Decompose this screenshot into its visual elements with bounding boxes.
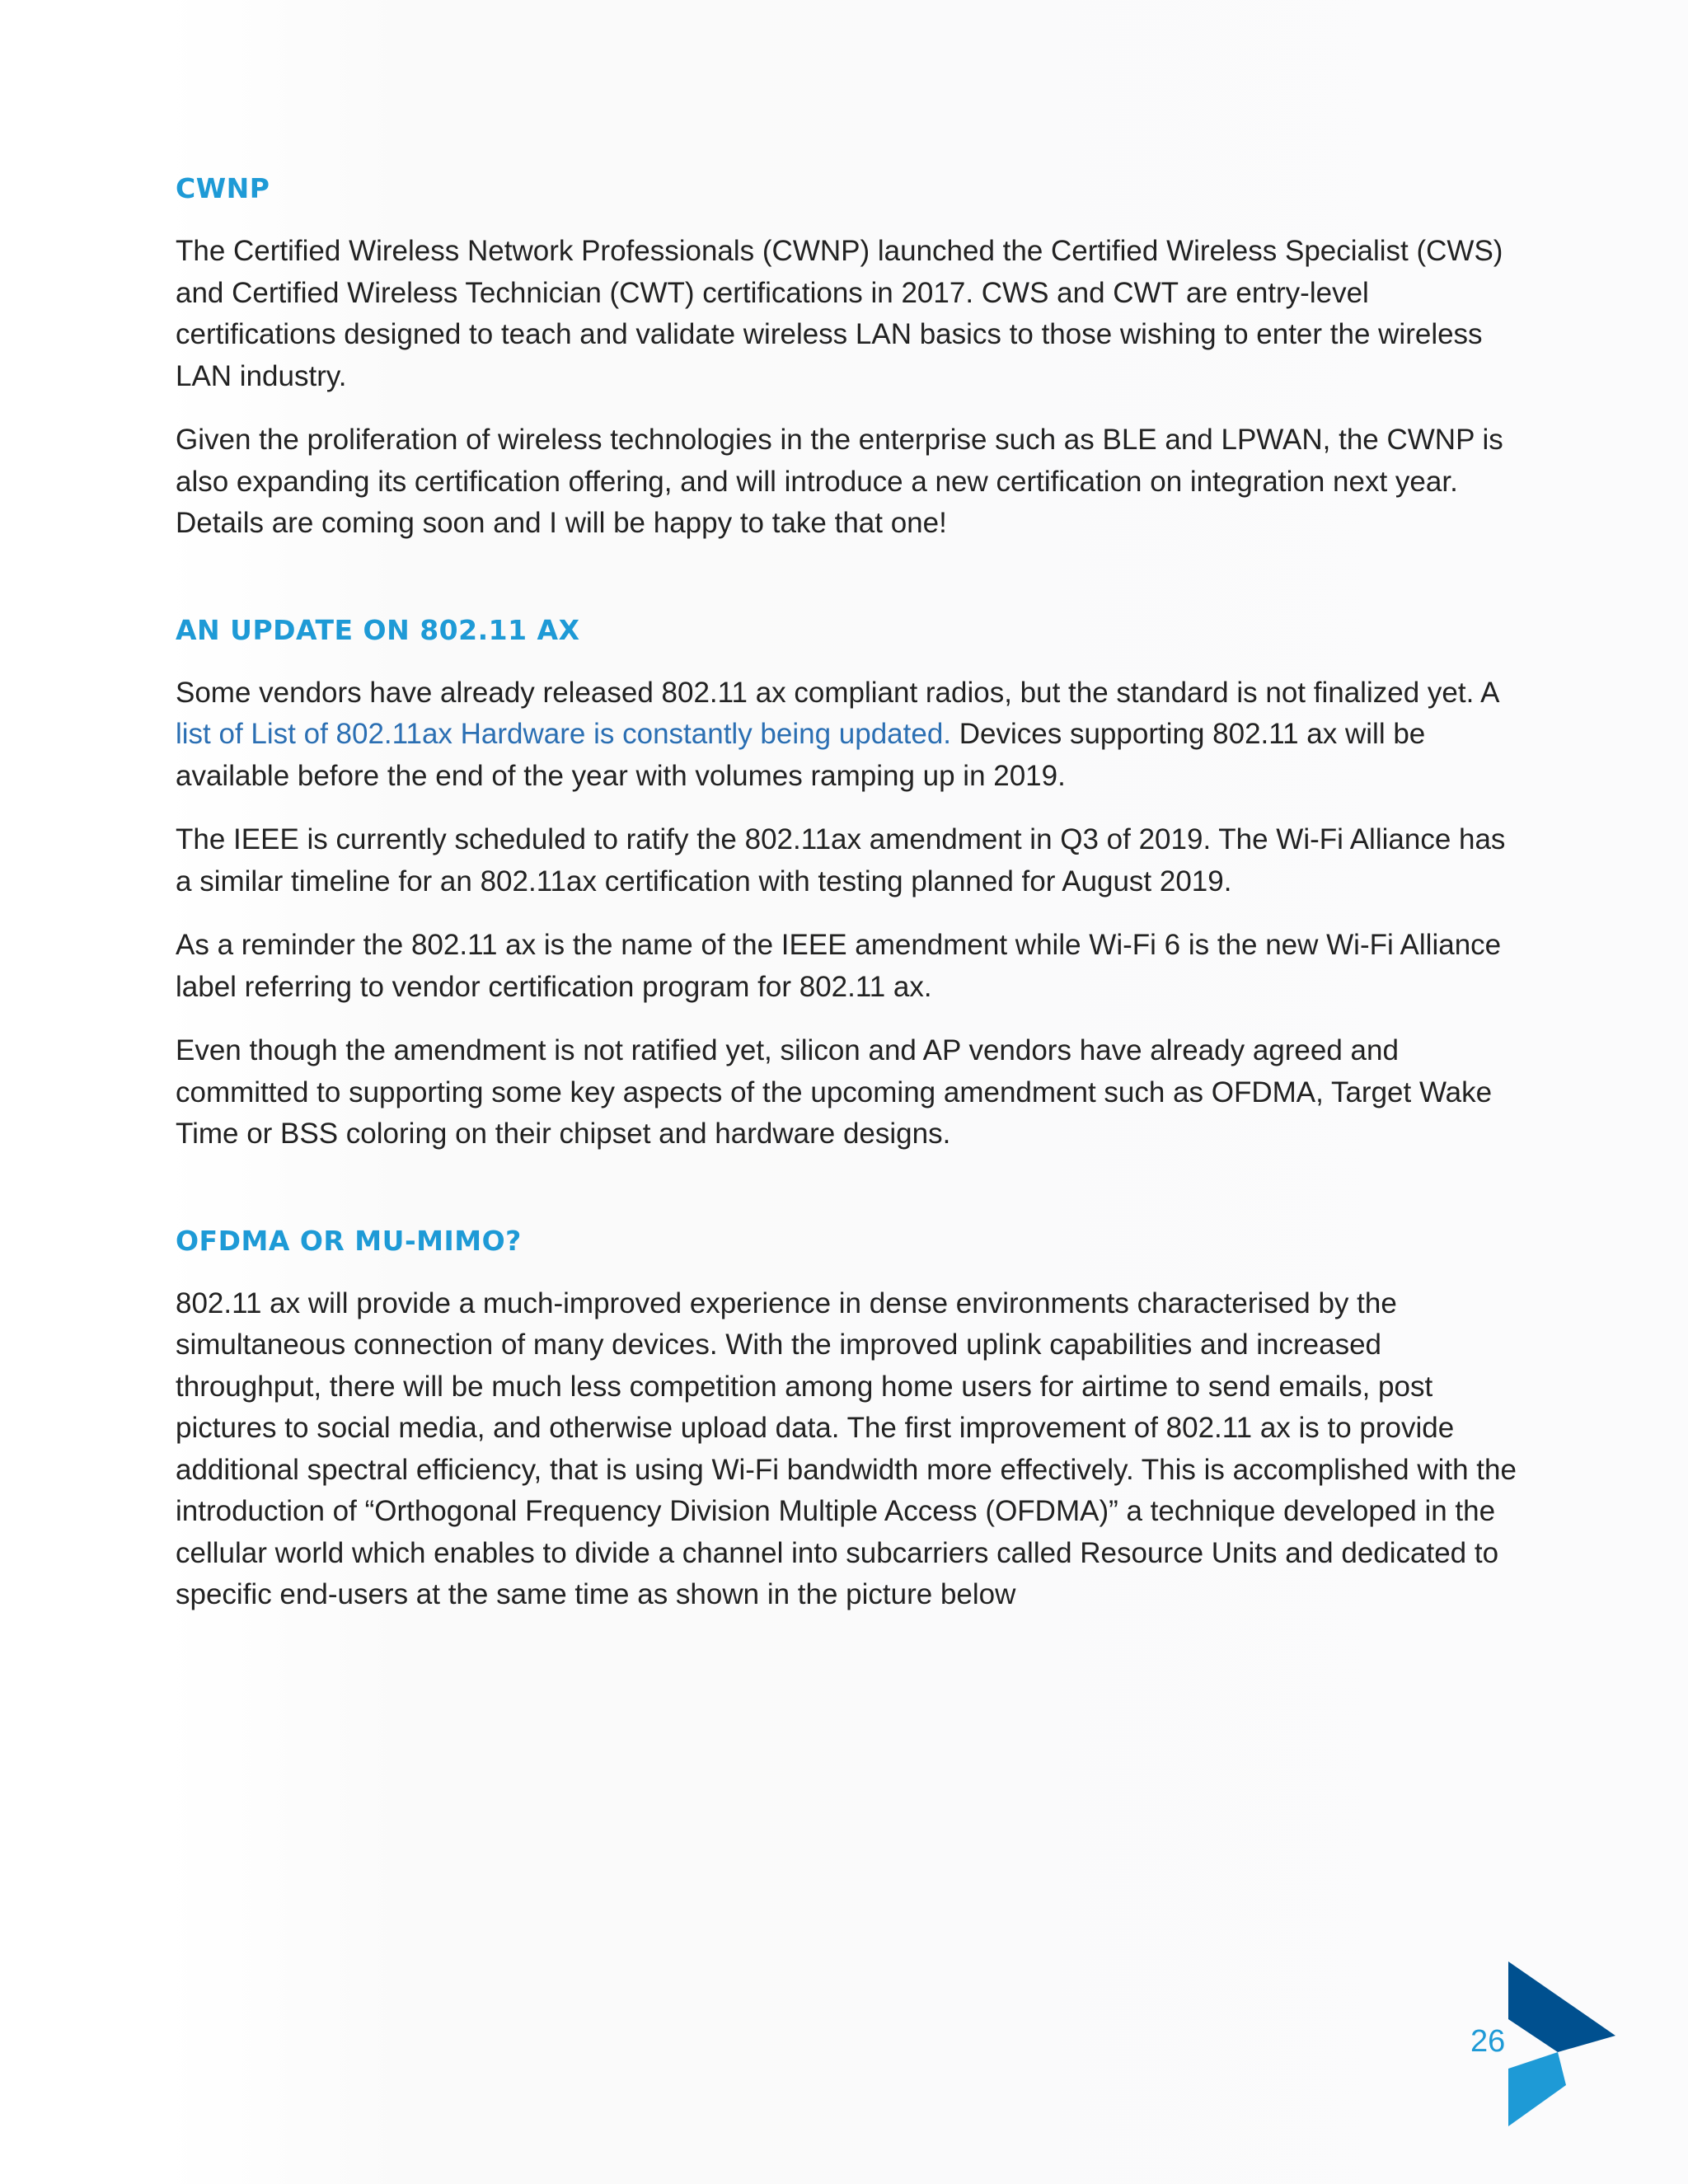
paragraph-with-link — [176, 673, 1527, 798]
paragraph: The Certified Wireless Network Professionals (CWNP) launched the Certified Wireless Specialist (CWS) and Certified Wireless Technician (CWT) certifications in 2017. CWS and CWT are entry-level certifications designed to teach and validate wireless LAN basics to those wishing to enter the wireless LAN industry. — [176, 235, 1503, 392]
section-heading: CWNP — [176, 172, 270, 204]
paragraph: Even though the amendment is not ratified yet, silicon and AP vendors have already agreed and committed to supporting some key aspects of the upcoming amendment such as OFDMA, Target Wake Time or BSS coloring on their chipset and hardware designs. — [176, 1034, 1493, 1150]
paragraph-text: Some vendors have already released 802.11 ax compliant radios, but the standard is not finalized yet. A — [176, 676, 1498, 709]
paragraph: The IEEE is currently scheduled to ratify the 802.11ax amendment in Q3 of 2019. The Wi-Fi Alliance has a similar timeline for an 802.11ax certification with testing planned for August 2019. — [176, 823, 1506, 898]
page-number: 26 — [1470, 2024, 1506, 2059]
paragraph: 802.11 ax will provide a much-improved experience in dense environments characterised by the simultaneous connection of many devices. With the improved uplink capabilities and increased throughput, there will be much less competition among home users for airtime to send emails, post pictures to social media, and otherwise upload data. The first improvement of 802.11 ax is to provide additional spectral efficiency, that is using Wi-Fi bandwidth more effectively. This is accomplished with the introduction of “Orthogonal Frequency Division Multiple Access (OFDMA)” a technique developed in the cellular world which enables to divide a channel into subcarriers called Resource Units and dedicated to specific end-users at the same time as shown in the picture below — [176, 1286, 1517, 1610]
section-cwnp — [176, 168, 1527, 545]
section-spacer — [176, 1178, 1527, 1221]
section-heading: OFDMA OR MU-MIMO? — [176, 1224, 522, 1257]
paragraph-text: Devices supporting 802.11 ax will be available before the end of the year with volumes ramping up in 2019. — [176, 718, 1426, 792]
brand-arrow-logo — [1508, 1961, 1624, 2126]
logo-dark-shape — [1508, 1961, 1615, 2052]
section-heading: AN UPDATE ON 802.11 AX — [176, 613, 580, 646]
paragraph: As a reminder the 802.11 ax is the name of the IEEE amendment while Wi-Fi 6 is the new Wi-Fi Alliance label referring to vendor certification program for 802.11 ax. — [176, 929, 1502, 1003]
section-ofdma-mumimo — [176, 1221, 1527, 1616]
logo-light-shape — [1508, 2052, 1566, 2126]
page-content — [176, 168, 1527, 1638]
paragraph: Given the proliferation of wireless technologies in the enterprise such as BLE and LPWAN, the CWNP is also expanding its certification offering, and will introduce a new certification on integration next year. Details are coming soon and I will be happy to take that one! — [176, 424, 1503, 539]
hardware-list-link[interactable]: list of List of 802.11ax Hardware is constantly being updated. — [176, 718, 952, 750]
section-80211ax-update — [176, 610, 1527, 1155]
section-spacer — [176, 567, 1527, 610]
